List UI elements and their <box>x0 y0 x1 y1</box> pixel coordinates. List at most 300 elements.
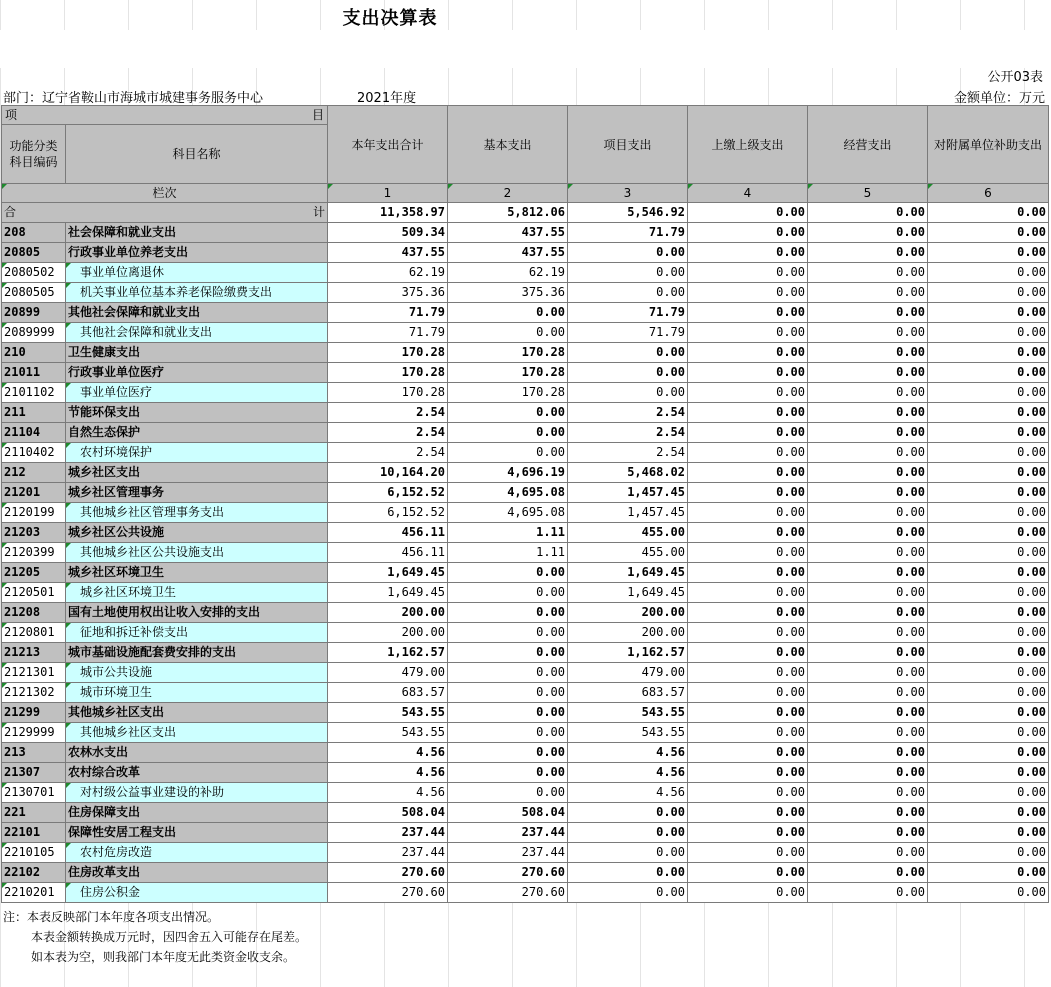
amount-cell[interactable]: 0.00 <box>688 243 808 263</box>
subject-name-cell[interactable]: 行政事业单位养老支出 <box>66 243 328 263</box>
amount-cell[interactable]: 0.00 <box>928 403 1049 423</box>
amount-cell[interactable]: 0.00 <box>928 483 1049 503</box>
amount-cell[interactable]: 0.00 <box>448 403 568 423</box>
subject-code-cell[interactable]: 21201 <box>2 483 66 503</box>
amount-cell[interactable]: 0.00 <box>688 763 808 783</box>
col-num-2[interactable]: 2 <box>448 184 568 203</box>
amount-cell[interactable]: 455.00 <box>568 523 688 543</box>
amount-cell[interactable]: 0.00 <box>808 583 928 603</box>
subject-name-cell[interactable]: 住房保障支出 <box>66 803 328 823</box>
amount-cell[interactable]: 0.00 <box>688 683 808 703</box>
amount-cell[interactable]: 0.00 <box>928 563 1049 583</box>
amount-cell[interactable]: 0.00 <box>808 443 928 463</box>
subject-code-cell[interactable]: 21205 <box>2 563 66 583</box>
amount-cell[interactable]: 543.55 <box>328 723 448 743</box>
amount-cell[interactable]: 0.00 <box>688 343 808 363</box>
amount-cell[interactable]: 0.00 <box>928 823 1049 843</box>
amount-cell[interactable]: 0.00 <box>928 383 1049 403</box>
amount-cell[interactable]: 0.00 <box>448 323 568 343</box>
amount-cell[interactable]: 437.55 <box>448 243 568 263</box>
amount-cell[interactable]: 270.60 <box>448 883 568 903</box>
subject-code-cell[interactable]: 20899 <box>2 303 66 323</box>
amount-cell[interactable]: 0.00 <box>688 583 808 603</box>
header-col-basic[interactable]: 基本支出 <box>448 106 568 184</box>
subject-name-cell[interactable]: 农村环境保护 <box>66 443 328 463</box>
amount-cell[interactable]: 0.00 <box>808 703 928 723</box>
amount-cell[interactable]: 0.00 <box>568 263 688 283</box>
amount-cell[interactable]: 0.00 <box>688 383 808 403</box>
subject-code-cell[interactable]: 208 <box>2 223 66 243</box>
amount-cell[interactable]: 508.04 <box>328 803 448 823</box>
amount-cell[interactable]: 0.00 <box>448 783 568 803</box>
amount-cell[interactable]: 0.00 <box>808 603 928 623</box>
amount-cell[interactable]: 0.00 <box>928 743 1049 763</box>
amount-cell[interactable]: 0.00 <box>928 803 1049 823</box>
amount-cell[interactable]: 0.00 <box>688 863 808 883</box>
amount-cell[interactable]: 237.44 <box>448 843 568 863</box>
subject-code-cell[interactable]: 2129999 <box>2 723 66 743</box>
amount-cell[interactable]: 1,457.45 <box>568 483 688 503</box>
amount-cell[interactable]: 0.00 <box>688 643 808 663</box>
subject-code-cell[interactable]: 210 <box>2 343 66 363</box>
amount-cell[interactable]: 0.00 <box>808 803 928 823</box>
amount-cell[interactable]: 2.54 <box>328 423 448 443</box>
total-value[interactable]: 0.00 <box>808 203 928 223</box>
subject-name-cell[interactable]: 城乡社区环境卫生 <box>66 563 328 583</box>
subject-name-cell[interactable]: 事业单位医疗 <box>66 383 328 403</box>
amount-cell[interactable]: 0.00 <box>808 263 928 283</box>
amount-cell[interactable]: 0.00 <box>928 463 1049 483</box>
amount-cell[interactable]: 0.00 <box>808 243 928 263</box>
amount-cell[interactable]: 543.55 <box>328 703 448 723</box>
header-col-total[interactable]: 本年支出合计 <box>328 106 448 184</box>
amount-cell[interactable]: 0.00 <box>808 423 928 443</box>
header-col-upper[interactable]: 上缴上级支出 <box>688 106 808 184</box>
amount-cell[interactable]: 200.00 <box>568 603 688 623</box>
subject-name-cell[interactable]: 农村危房改造 <box>66 843 328 863</box>
subject-code-cell[interactable]: 21213 <box>2 643 66 663</box>
amount-cell[interactable]: 0.00 <box>808 623 928 643</box>
amount-cell[interactable]: 0.00 <box>808 883 928 903</box>
amount-cell[interactable]: 0.00 <box>688 823 808 843</box>
amount-cell[interactable]: 1,649.45 <box>328 563 448 583</box>
amount-cell[interactable]: 4,695.08 <box>448 503 568 523</box>
amount-cell[interactable]: 683.57 <box>328 683 448 703</box>
amount-cell[interactable]: 6,152.52 <box>328 483 448 503</box>
subject-name-cell[interactable]: 住房公积金 <box>66 883 328 903</box>
total-value[interactable]: 11,358.97 <box>328 203 448 223</box>
amount-cell[interactable]: 0.00 <box>688 503 808 523</box>
amount-cell[interactable]: 1,162.57 <box>568 643 688 663</box>
amount-cell[interactable]: 0.00 <box>688 463 808 483</box>
amount-cell[interactable]: 10,164.20 <box>328 463 448 483</box>
total-value[interactable]: 0.00 <box>688 203 808 223</box>
amount-cell[interactable]: 270.60 <box>328 883 448 903</box>
amount-cell[interactable]: 0.00 <box>928 843 1049 863</box>
amount-cell[interactable]: 0.00 <box>568 843 688 863</box>
subject-name-cell[interactable]: 卫生健康支出 <box>66 343 328 363</box>
subject-name-cell[interactable]: 城乡社区管理事务 <box>66 483 328 503</box>
subject-code-cell[interactable]: 2080505 <box>2 283 66 303</box>
amount-cell[interactable]: 71.79 <box>328 323 448 343</box>
amount-cell[interactable]: 437.55 <box>448 223 568 243</box>
amount-cell[interactable]: 479.00 <box>328 663 448 683</box>
amount-cell[interactable]: 4.56 <box>568 743 688 763</box>
amount-cell[interactable]: 543.55 <box>568 703 688 723</box>
subject-code-cell[interactable]: 2089999 <box>2 323 66 343</box>
subject-name-cell[interactable]: 农林水支出 <box>66 743 328 763</box>
amount-cell[interactable]: 0.00 <box>688 563 808 583</box>
amount-cell[interactable]: 0.00 <box>928 303 1049 323</box>
amount-cell[interactable]: 0.00 <box>808 683 928 703</box>
col-num-5[interactable]: 5 <box>808 184 928 203</box>
amount-cell[interactable]: 0.00 <box>688 703 808 723</box>
amount-cell[interactable]: 0.00 <box>928 343 1049 363</box>
amount-cell[interactable]: 170.28 <box>328 383 448 403</box>
subject-name-cell[interactable]: 农村综合改革 <box>66 763 328 783</box>
amount-cell[interactable]: 0.00 <box>688 363 808 383</box>
header-row-seq[interactable]: 栏次 <box>2 184 328 203</box>
table-row <box>2 883 1049 903</box>
amount-cell[interactable]: 437.55 <box>328 243 448 263</box>
amount-cell[interactable]: 1.11 <box>448 523 568 543</box>
amount-cell[interactable]: 0.00 <box>928 323 1049 343</box>
amount-cell[interactable]: 71.79 <box>328 303 448 323</box>
amount-cell[interactable]: 200.00 <box>328 603 448 623</box>
amount-cell[interactable]: 0.00 <box>808 763 928 783</box>
amount-cell[interactable]: 0.00 <box>928 663 1049 683</box>
amount-cell[interactable]: 0.00 <box>568 243 688 263</box>
amount-cell[interactable]: 4.56 <box>568 783 688 803</box>
amount-cell[interactable]: 0.00 <box>928 683 1049 703</box>
amount-cell[interactable]: 0.00 <box>688 523 808 543</box>
total-value[interactable]: 5,546.92 <box>568 203 688 223</box>
amount-cell[interactable]: 0.00 <box>688 603 808 623</box>
subject-code-cell[interactable]: 21307 <box>2 763 66 783</box>
amount-cell[interactable]: 0.00 <box>808 363 928 383</box>
subject-code-cell[interactable]: 2121302 <box>2 683 66 703</box>
amount-cell[interactable]: 1,162.57 <box>328 643 448 663</box>
amount-cell[interactable]: 4,695.08 <box>448 483 568 503</box>
amount-cell[interactable]: 0.00 <box>808 523 928 543</box>
amount-cell[interactable]: 456.11 <box>328 543 448 563</box>
amount-cell[interactable]: 0.00 <box>688 543 808 563</box>
subject-code-cell[interactable]: 21208 <box>2 603 66 623</box>
subject-name-cell[interactable]: 其他城乡社区支出 <box>66 703 328 723</box>
amount-cell[interactable]: 1,457.45 <box>568 503 688 523</box>
subject-name-cell[interactable]: 城乡社区环境卫生 <box>66 583 328 603</box>
col-num-3[interactable]: 3 <box>568 184 688 203</box>
col-num-6[interactable]: 6 <box>928 184 1049 203</box>
subject-code-cell[interactable]: 2120501 <box>2 583 66 603</box>
amount-cell[interactable]: 455.00 <box>568 543 688 563</box>
amount-cell[interactable]: 0.00 <box>568 383 688 403</box>
subject-code-cell[interactable]: 22102 <box>2 863 66 883</box>
amount-cell[interactable]: 0.00 <box>928 283 1049 303</box>
amount-cell[interactable]: 0.00 <box>928 603 1049 623</box>
subject-name-cell[interactable]: 城市基础设施配套费安排的支出 <box>66 643 328 663</box>
amount-cell[interactable]: 375.36 <box>448 283 568 303</box>
amount-cell[interactable]: 5,468.02 <box>568 463 688 483</box>
amount-cell[interactable]: 0.00 <box>808 283 928 303</box>
amount-cell[interactable]: 0.00 <box>448 703 568 723</box>
amount-cell[interactable]: 0.00 <box>808 723 928 743</box>
amount-cell[interactable]: 0.00 <box>688 283 808 303</box>
amount-cell[interactable]: 0.00 <box>568 283 688 303</box>
subject-name-cell[interactable]: 城乡社区支出 <box>66 463 328 483</box>
amount-cell[interactable]: 4.56 <box>568 763 688 783</box>
amount-cell[interactable]: 0.00 <box>448 303 568 323</box>
amount-cell[interactable]: 4.56 <box>328 743 448 763</box>
amount-cell[interactable]: 0.00 <box>688 403 808 423</box>
amount-cell[interactable]: 0.00 <box>928 703 1049 723</box>
amount-cell[interactable]: 0.00 <box>928 863 1049 883</box>
amount-cell[interactable]: 0.00 <box>568 343 688 363</box>
amount-cell[interactable]: 237.44 <box>328 823 448 843</box>
amount-cell[interactable]: 170.28 <box>448 343 568 363</box>
amount-cell[interactable]: 1,649.45 <box>328 583 448 603</box>
amount-cell[interactable]: 0.00 <box>808 643 928 663</box>
amount-cell[interactable]: 2.54 <box>568 403 688 423</box>
total-label-cell[interactable] <box>2 203 328 223</box>
amount-cell[interactable]: 0.00 <box>808 403 928 423</box>
amount-cell[interactable]: 0.00 <box>568 883 688 903</box>
amount-cell[interactable]: 0.00 <box>808 783 928 803</box>
header-item-cell[interactable] <box>2 106 328 125</box>
amount-cell[interactable]: 0.00 <box>808 223 928 243</box>
amount-cell[interactable]: 0.00 <box>448 603 568 623</box>
amount-cell[interactable]: 0.00 <box>568 823 688 843</box>
subject-code-cell[interactable]: 211 <box>2 403 66 423</box>
amount-cell[interactable]: 71.79 <box>568 303 688 323</box>
amount-cell[interactable]: 509.34 <box>328 223 448 243</box>
subject-code-cell[interactable]: 2210105 <box>2 843 66 863</box>
subject-code-cell[interactable]: 21203 <box>2 523 66 543</box>
amount-cell[interactable]: 456.11 <box>328 523 448 543</box>
amount-cell[interactable]: 0.00 <box>568 863 688 883</box>
col-num-1[interactable]: 1 <box>328 184 448 203</box>
amount-cell[interactable]: 0.00 <box>808 843 928 863</box>
amount-cell[interactable]: 62.19 <box>448 263 568 283</box>
amount-cell[interactable]: 0.00 <box>808 503 928 523</box>
form-number: 公开03表 <box>987 70 1043 85</box>
subject-name-cell[interactable]: 征地和拆迁补偿支出 <box>66 623 328 643</box>
subject-code-cell[interactable]: 2110402 <box>2 443 66 463</box>
amount-cell[interactable]: 0.00 <box>448 643 568 663</box>
amount-cell[interactable]: 683.57 <box>568 683 688 703</box>
amount-cell[interactable]: 4.56 <box>328 763 448 783</box>
amount-cell[interactable]: 4.56 <box>328 783 448 803</box>
subject-name-cell[interactable]: 其他城乡社区支出 <box>66 723 328 743</box>
amount-cell[interactable]: 2.54 <box>328 403 448 423</box>
subject-code-cell[interactable]: 213 <box>2 743 66 763</box>
amount-cell[interactable]: 0.00 <box>808 823 928 843</box>
amount-cell[interactable]: 0.00 <box>928 883 1049 903</box>
subject-name-cell[interactable]: 机关事业单位基本养老保险缴费支出 <box>66 283 328 303</box>
amount-cell[interactable]: 0.00 <box>448 723 568 743</box>
amount-cell[interactable]: 0.00 <box>928 763 1049 783</box>
amount-cell[interactable]: 62.19 <box>328 263 448 283</box>
page-title: 支出决算表 <box>342 8 438 29</box>
amount-cell[interactable]: 0.00 <box>688 883 808 903</box>
amount-cell[interactable]: 0.00 <box>688 843 808 863</box>
subject-code-cell[interactable]: 21104 <box>2 423 66 443</box>
header-col-business[interactable]: 经营支出 <box>808 106 928 184</box>
amount-cell[interactable]: 479.00 <box>568 663 688 683</box>
amount-cell[interactable]: 0.00 <box>928 443 1049 463</box>
amount-cell[interactable]: 0.00 <box>688 623 808 643</box>
amount-cell[interactable]: 0.00 <box>808 343 928 363</box>
subject-name-cell[interactable]: 自然生态保护 <box>66 423 328 443</box>
subject-name-cell[interactable]: 住房改革支出 <box>66 863 328 883</box>
amount-cell[interactable]: 0.00 <box>808 663 928 683</box>
amount-cell[interactable]: 508.04 <box>448 803 568 823</box>
amount-cell[interactable]: 0.00 <box>928 783 1049 803</box>
subject-code-cell[interactable]: 2120399 <box>2 543 66 563</box>
amount-cell[interactable]: 0.00 <box>688 323 808 343</box>
amount-cell[interactable]: 0.00 <box>448 423 568 443</box>
amount-cell[interactable]: 170.28 <box>328 343 448 363</box>
amount-cell[interactable]: 0.00 <box>928 643 1049 663</box>
subject-name-cell[interactable]: 其他社会保障和就业支出 <box>66 323 328 343</box>
amount-cell[interactable]: 2.54 <box>568 423 688 443</box>
amount-cell[interactable]: 0.00 <box>568 803 688 823</box>
amount-cell[interactable]: 237.44 <box>328 843 448 863</box>
amount-cell[interactable]: 0.00 <box>688 663 808 683</box>
amount-cell[interactable]: 1.11 <box>448 543 568 563</box>
amount-cell[interactable]: 1,649.45 <box>568 563 688 583</box>
amount-cell[interactable]: 270.60 <box>328 863 448 883</box>
amount-cell[interactable]: 0.00 <box>688 723 808 743</box>
amount-cell[interactable]: 0.00 <box>808 323 928 343</box>
amount-cell[interactable]: 1,649.45 <box>568 583 688 603</box>
amount-cell[interactable]: 0.00 <box>928 583 1049 603</box>
amount-cell[interactable]: 0.00 <box>808 563 928 583</box>
subject-code-cell[interactable]: 2080502 <box>2 263 66 283</box>
amount-cell[interactable]: 170.28 <box>328 363 448 383</box>
total-value[interactable]: 5,812.06 <box>448 203 568 223</box>
amount-cell[interactable]: 200.00 <box>568 623 688 643</box>
col-num-4[interactable]: 4 <box>688 184 808 203</box>
subject-code-cell[interactable]: 2120801 <box>2 623 66 643</box>
amount-cell[interactable]: 0.00 <box>448 623 568 643</box>
subject-code-cell[interactable]: 2210201 <box>2 883 66 903</box>
subject-code-cell[interactable]: 21011 <box>2 363 66 383</box>
amount-cell[interactable]: 0.00 <box>688 223 808 243</box>
amount-cell[interactable]: 0.00 <box>448 583 568 603</box>
subject-code-cell[interactable]: 2101102 <box>2 383 66 403</box>
amount-cell[interactable]: 0.00 <box>448 443 568 463</box>
subject-name-cell[interactable]: 节能环保支出 <box>66 403 328 423</box>
subject-code-cell[interactable]: 212 <box>2 463 66 483</box>
amount-cell[interactable]: 0.00 <box>808 303 928 323</box>
amount-cell[interactable]: 0.00 <box>808 383 928 403</box>
subject-name-cell[interactable]: 行政事业单位医疗 <box>66 363 328 383</box>
subject-name-cell[interactable]: 其他城乡社区公共设施支出 <box>66 543 328 563</box>
amount-cell[interactable]: 170.28 <box>448 383 568 403</box>
amount-cell[interactable]: 0.00 <box>688 423 808 443</box>
amount-cell[interactable]: 2.54 <box>328 443 448 463</box>
amount-cell[interactable]: 4,696.19 <box>448 463 568 483</box>
amount-cell[interactable]: 0.00 <box>928 223 1049 243</box>
amount-cell[interactable]: 0.00 <box>928 623 1049 643</box>
amount-cell[interactable]: 0.00 <box>808 463 928 483</box>
total-value[interactable]: 0.00 <box>928 203 1049 223</box>
amount-cell[interactable]: 0.00 <box>928 503 1049 523</box>
subject-name-cell[interactable]: 社会保障和就业支出 <box>66 223 328 243</box>
subject-name-cell[interactable]: 事业单位离退休 <box>66 263 328 283</box>
amount-cell[interactable]: 0.00 <box>808 483 928 503</box>
amount-cell[interactable]: 0.00 <box>448 563 568 583</box>
table-row <box>2 323 1049 343</box>
subject-name-cell[interactable]: 其他城乡社区管理事务支出 <box>66 503 328 523</box>
subject-code-cell[interactable]: 20805 <box>2 243 66 263</box>
amount-cell[interactable]: 0.00 <box>928 723 1049 743</box>
amount-cell[interactable]: 0.00 <box>688 443 808 463</box>
amount-cell[interactable]: 0.00 <box>448 743 568 763</box>
amount-cell[interactable]: 543.55 <box>568 723 688 743</box>
amount-cell[interactable]: 0.00 <box>688 303 808 323</box>
amount-cell[interactable]: 6,152.52 <box>328 503 448 523</box>
subject-name-cell[interactable]: 其他社会保障和就业支出 <box>66 303 328 323</box>
amount-cell[interactable]: 0.00 <box>928 423 1049 443</box>
subject-code-cell[interactable]: 221 <box>2 803 66 823</box>
amount-cell[interactable]: 237.44 <box>448 823 568 843</box>
subject-code-cell[interactable]: 2121301 <box>2 663 66 683</box>
amount-cell[interactable]: 0.00 <box>928 263 1049 283</box>
subject-name-cell[interactable]: 对村级公益事业建设的补助 <box>66 783 328 803</box>
amount-cell[interactable]: 0.00 <box>808 743 928 763</box>
amount-cell[interactable]: 0.00 <box>808 863 928 883</box>
header-name-col[interactable]: 科目名称 <box>66 125 328 184</box>
subject-name-cell[interactable]: 保障性安居工程支出 <box>66 823 328 843</box>
amount-cell[interactable]: 270.60 <box>448 863 568 883</box>
amount-cell[interactable]: 0.00 <box>928 523 1049 543</box>
amount-cell[interactable]: 0.00 <box>448 683 568 703</box>
amount-cell[interactable]: 0.00 <box>568 363 688 383</box>
amount-cell[interactable]: 71.79 <box>568 323 688 343</box>
subject-name-cell[interactable]: 城乡社区公共设施 <box>66 523 328 543</box>
amount-cell[interactable]: 0.00 <box>688 263 808 283</box>
amount-cell[interactable]: 0.00 <box>688 743 808 763</box>
amount-cell[interactable]: 0.00 <box>808 543 928 563</box>
amount-cell[interactable]: 170.28 <box>448 363 568 383</box>
amount-cell[interactable]: 0.00 <box>688 483 808 503</box>
amount-cell[interactable]: 375.36 <box>328 283 448 303</box>
subject-name-cell[interactable]: 城市公共设施 <box>66 663 328 683</box>
amount-cell[interactable]: 0.00 <box>928 363 1049 383</box>
amount-cell[interactable]: 0.00 <box>688 783 808 803</box>
table-row <box>2 363 1049 383</box>
amount-cell[interactable]: 2.54 <box>568 443 688 463</box>
header-col-subsidy[interactable]: 对附属单位补助支出 <box>928 106 1049 184</box>
amount-cell[interactable]: 0.00 <box>448 663 568 683</box>
amount-cell[interactable]: 0.00 <box>448 763 568 783</box>
amount-cell[interactable]: 0.00 <box>928 543 1049 563</box>
subject-name-cell[interactable]: 城市环境卫生 <box>66 683 328 703</box>
subject-name-cell[interactable]: 国有土地使用权出让收入安排的支出 <box>66 603 328 623</box>
header-col-project[interactable]: 项目支出 <box>568 106 688 184</box>
subject-code-cell[interactable]: 22101 <box>2 823 66 843</box>
header-code-col[interactable]: 功能分类科目编码 <box>2 125 66 184</box>
amount-cell[interactable]: 0.00 <box>688 803 808 823</box>
subject-code-cell[interactable]: 21299 <box>2 703 66 723</box>
amount-cell[interactable]: 0.00 <box>928 243 1049 263</box>
subject-code-cell[interactable]: 2120199 <box>2 503 66 523</box>
subject-code-cell[interactable]: 2130701 <box>2 783 66 803</box>
amount-cell[interactable]: 71.79 <box>568 223 688 243</box>
amount-cell[interactable]: 200.00 <box>328 623 448 643</box>
